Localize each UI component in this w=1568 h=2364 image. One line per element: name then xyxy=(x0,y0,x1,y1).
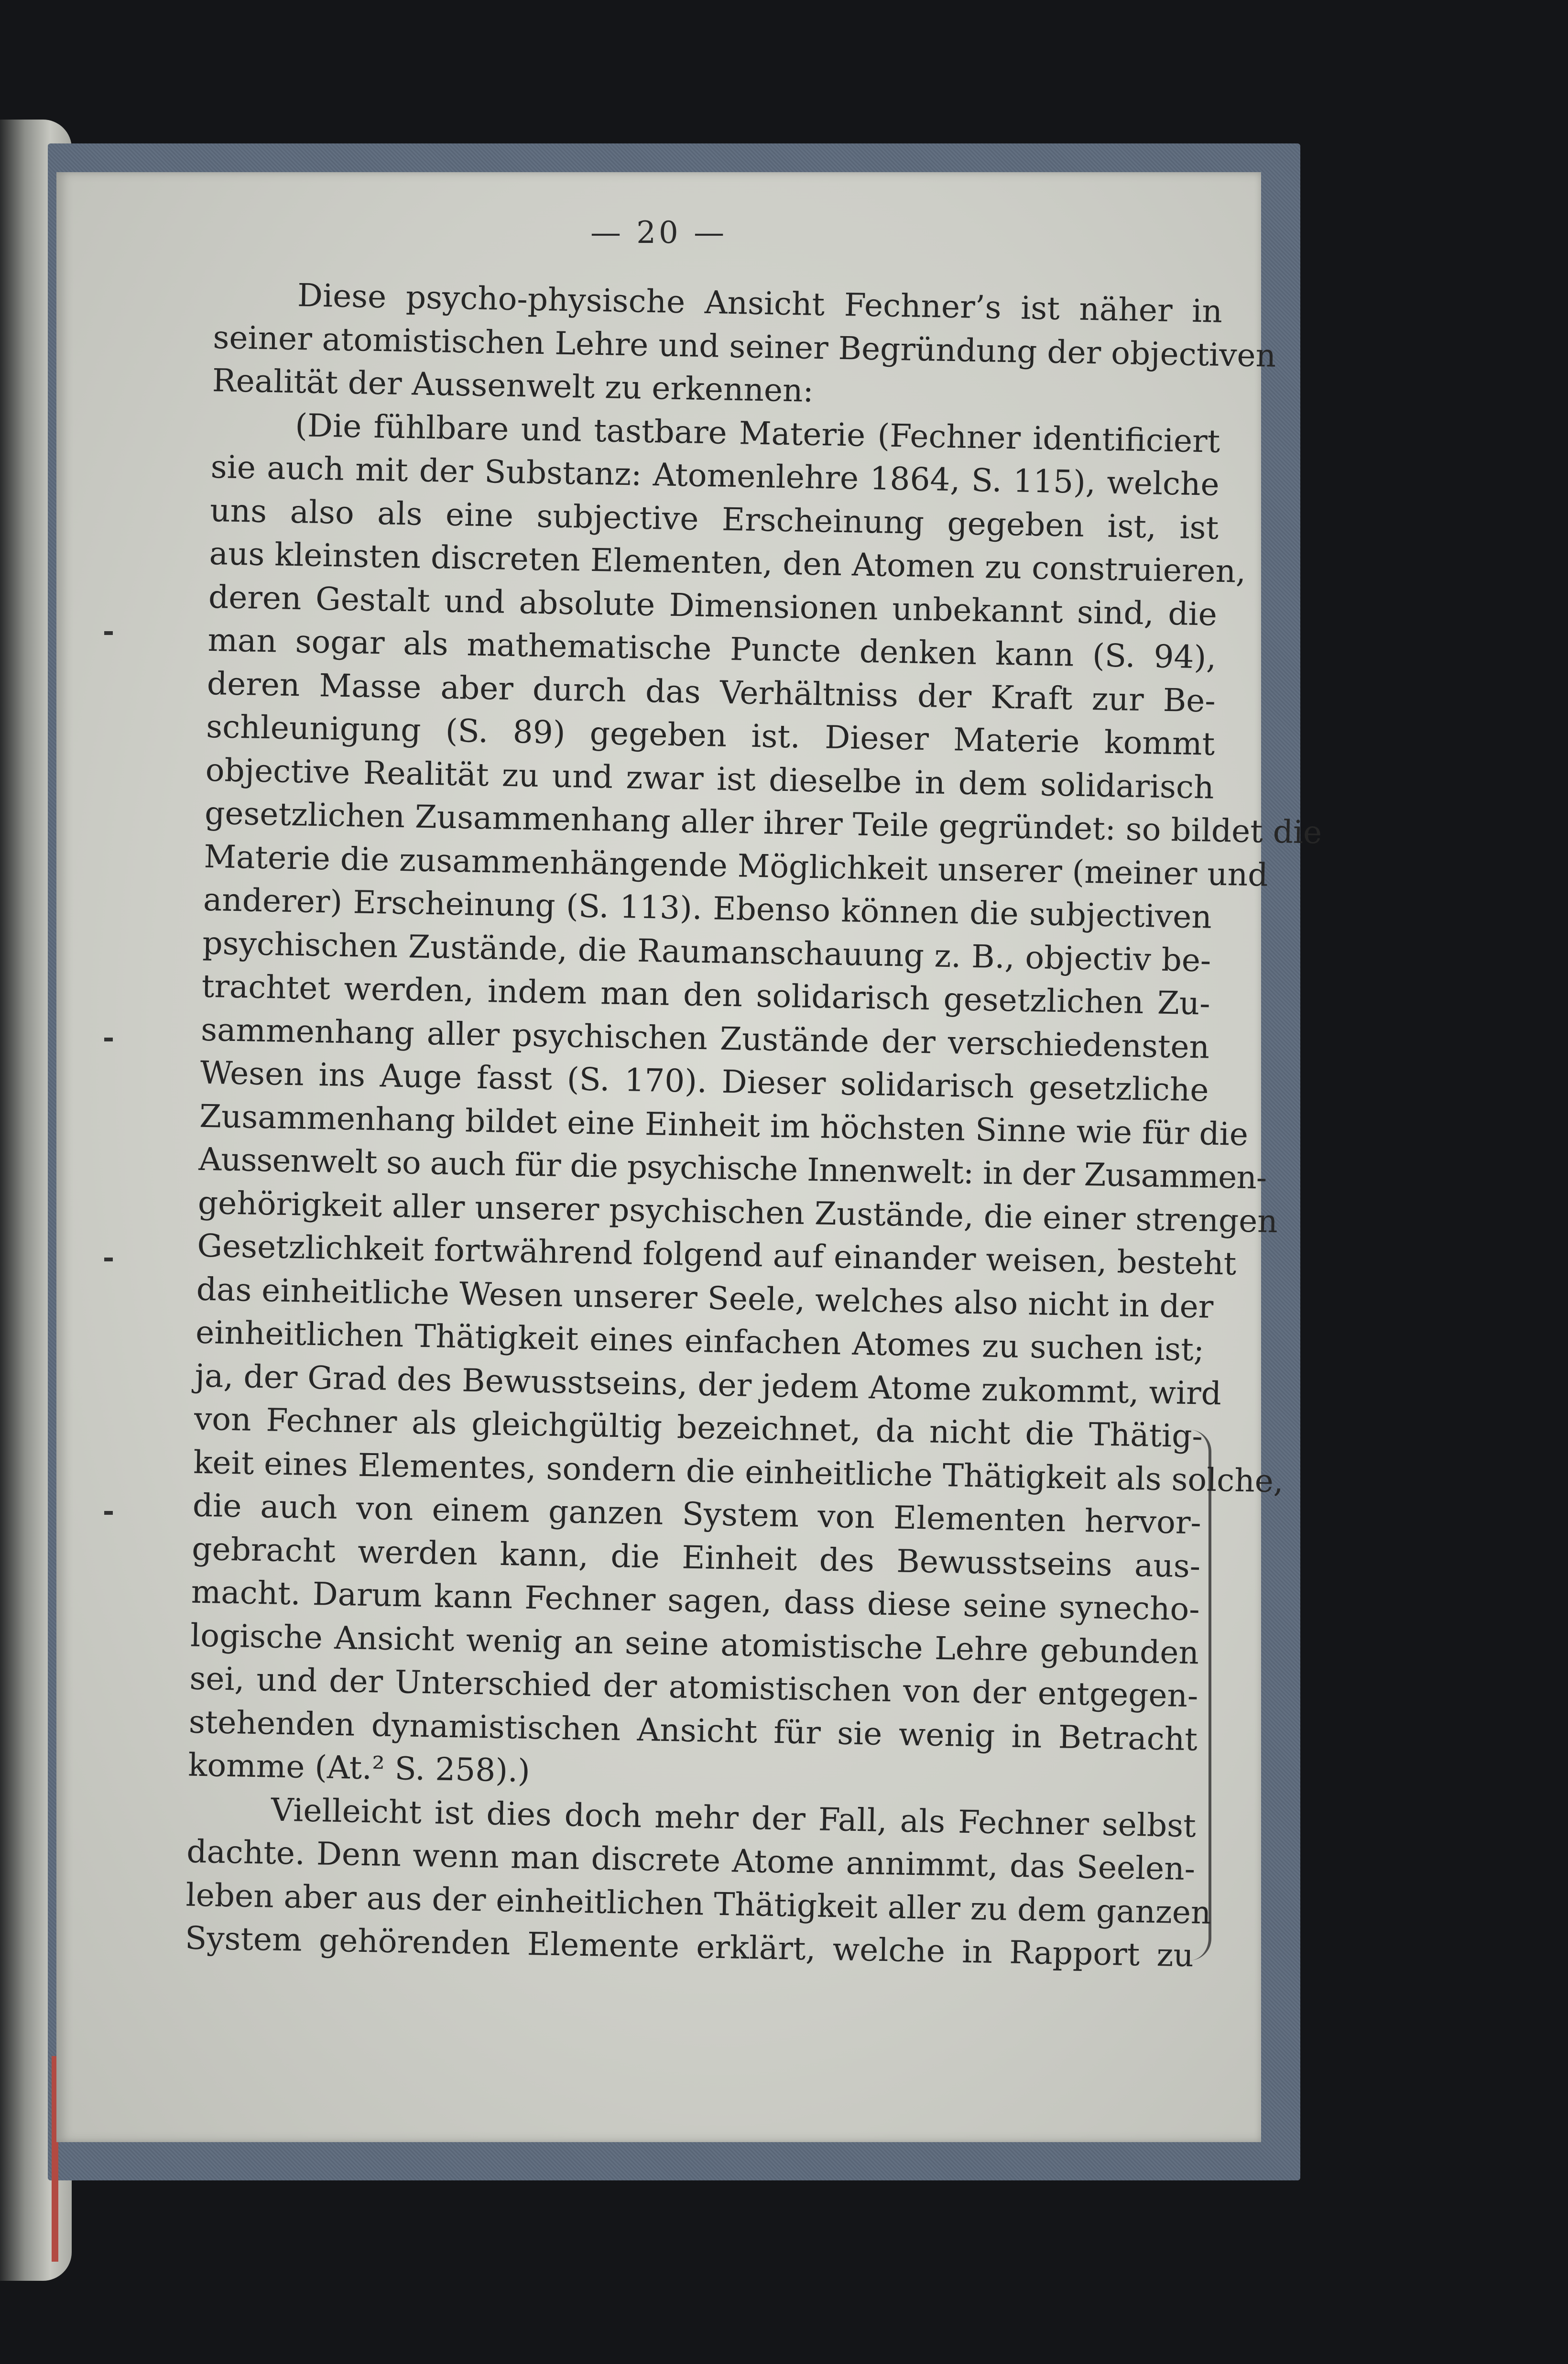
text-line: System gehörenden Elemente erklärt, welche in Rapport zu xyxy=(185,1919,1194,1974)
text-line: macht. Darum kann Fechner sagen, dass diese seine synecho- xyxy=(191,1573,1200,1628)
text-line: Wesen ins Auge fasst (S. 170). Dieser solidarisch gesetzliche xyxy=(200,1054,1209,1109)
text-line: leben aber aus der einheitlichen Thätigkeit aller zu dem ganzen xyxy=(185,1876,1212,1931)
text-line: sammenhang aller psychischen Zustände der verschiedensten xyxy=(200,1011,1210,1066)
text-line: Realität der Aussenwelt zu erkennen: xyxy=(212,361,814,409)
margin-mark xyxy=(104,1511,113,1515)
text-line: komme (At.² S. 258).) xyxy=(187,1746,531,1790)
page-number: — 20 — xyxy=(590,215,728,251)
text-line: Diese psycho-physische Ansicht Fechner’s ist näher in xyxy=(297,277,1223,330)
text-line: man sogar als mathematische Puncte denken kann (S. 94), xyxy=(207,621,1217,676)
text-line: Gesetzlichkeit fortwährend folgend auf einander weisen, besteht xyxy=(196,1227,1237,1282)
text-line: (Die fühlbare und tastbare Materie (Fechner identificiert xyxy=(294,406,1220,460)
text-line: von Fechner als gleichgültig bezeichnet, da nicht die Thätig- xyxy=(194,1400,1203,1455)
text-line: das einheitliche Wesen unserer Seele, welches also nicht in der xyxy=(196,1270,1214,1325)
margin-mark xyxy=(104,631,113,635)
text-line: deren Gestalt und absolute Dimensionen unbekannt sind, die xyxy=(208,578,1218,633)
text-line: deren Masse aber durch das Verhältniss der Kraft zur Be- xyxy=(207,665,1216,720)
text-line: objective Realität zu und zwar ist dieselbe in dem solidarisch xyxy=(205,751,1215,806)
body-text xyxy=(185,273,1322,1978)
text-line: gesetzlichen Zusammenhang aller ihrer Teile gegründet: so bildet die xyxy=(204,794,1322,851)
margin-mark xyxy=(104,1258,113,1261)
text-line: Zusammenhang bildet eine Einheit im höchsten Sinne wie für die xyxy=(199,1097,1249,1153)
text-line: schleunigung (S. 89) gegeben ist. Dieser Materie kommt xyxy=(206,708,1215,763)
text-line: ja, der Grad des Bewusstseins, der jedem Atome zukommt, wird xyxy=(195,1357,1222,1412)
text-line: trachtet werden, indem man den solidarisch gesetzlichen Zu- xyxy=(201,967,1211,1022)
text-line: seiner atomistischen Lehre und seiner Begründung der objectiven xyxy=(212,318,1276,374)
book-page xyxy=(56,172,1322,2142)
text-line: dachte. Denn wenn man discrete Atome annimmt, das Seelen- xyxy=(186,1833,1196,1888)
text-line: gebracht werden kann, die Einheit des Bewusstseins aus- xyxy=(191,1530,1201,1585)
text-line: Materie die zusammenhängende Möglichkeit unserer (meiner und xyxy=(204,838,1269,894)
text-line: stehenden dynamistischen Ansicht für sie wenig in Betracht xyxy=(188,1703,1198,1758)
text-line: logische Ansicht wenig an seine atomistische Lehre gebunden xyxy=(190,1617,1199,1671)
text-line: anderer) Erscheinung (S. 113). Ebenso können die subjectiven xyxy=(203,881,1212,936)
text-line: einheitlichen Thätigkeit eines einfachen Atomes zu suchen ist; xyxy=(195,1313,1205,1368)
text-line: aus kleinsten discreten Elementen, den Atomen zu construieren, xyxy=(209,535,1246,590)
text-line: uns also als eine subjective Erscheinung gegeben ist, ist xyxy=(209,492,1219,547)
margin-mark xyxy=(104,1038,113,1041)
text-line: sie auch mit der Substanz: Atomenlehre 1864, S. 115), welche xyxy=(210,448,1220,503)
text-line: keit eines Elementes, sondern die einheitliche Thätigkeit als solche, xyxy=(193,1444,1284,1499)
text-line: die auch von einem ganzen System von Elementen hervor- xyxy=(192,1487,1202,1542)
text-line: psychischen Zustände, die Raumanschauung z. B., objectiv be- xyxy=(202,924,1211,979)
text-line: Aussenwelt so auch für die psychische Innenwelt: in der Zusammen- xyxy=(198,1140,1267,1196)
text-line: Vielleicht ist dies doch mehr der Fall, als Fechner selbst xyxy=(271,1791,1197,1844)
text-line: gehörigkeit aller unserer psychischen Zustände, die einer strengen xyxy=(197,1184,1278,1240)
text-line: sei, und der Unterschied der atomistischen von der entgegen- xyxy=(189,1660,1199,1715)
